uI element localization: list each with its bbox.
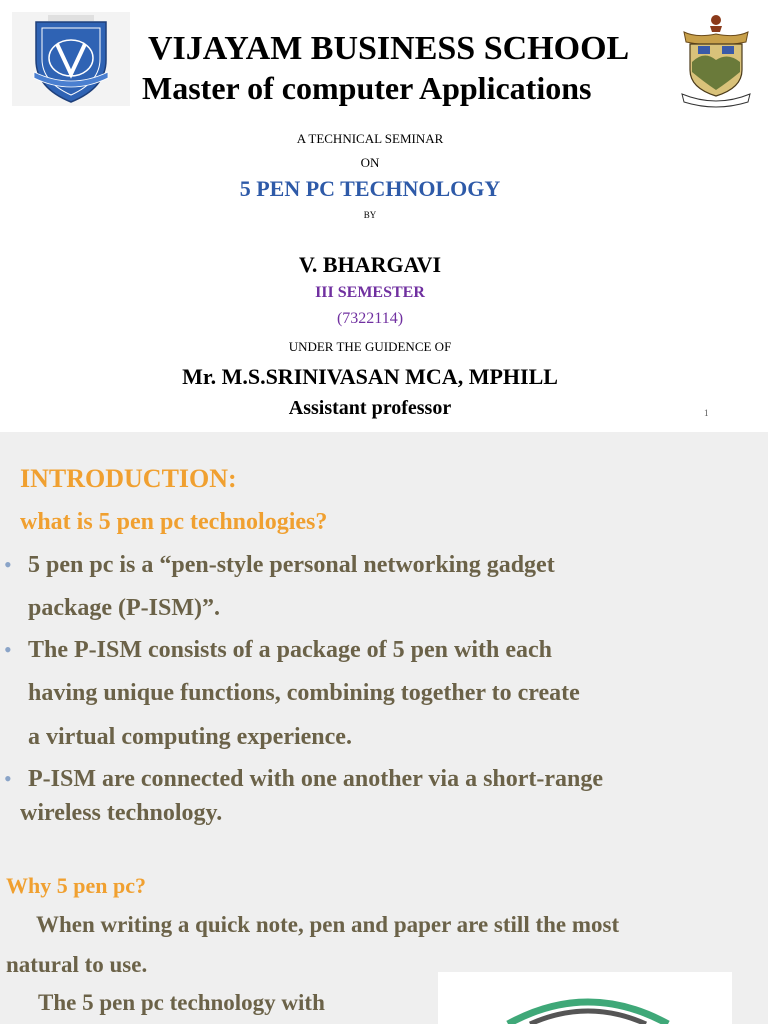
intro-heading: INTRODUCTION: — [20, 464, 237, 493]
guide-designation: Assistant professor — [288, 397, 452, 419]
bullet-icon: • — [4, 766, 12, 791]
paragraph-line-1: When writing a quick note, pen and paper are still the most — [36, 912, 620, 937]
introduction-slide — [0, 432, 768, 1024]
on-label: ON — [360, 155, 380, 170]
shield-logo-icon — [12, 12, 130, 106]
registration-number: (7322114) — [336, 310, 404, 327]
paragraph-line-2: natural to use. — [6, 952, 148, 977]
seminar-topic: 5 PEN PC TECHNOLOGY — [239, 176, 501, 201]
pen-pc-device-icon — [438, 972, 732, 1024]
bullet-icon: • — [4, 637, 12, 662]
pen-pc-image — [438, 972, 732, 1024]
why-heading: Why 5 pen pc? — [6, 873, 146, 898]
seminar-label: A TECHNICAL SEMINAR — [296, 131, 444, 146]
slide-number: 1 — [704, 408, 709, 418]
bullet-3-line-1: P-ISM are connected with one another via a short-range — [28, 766, 604, 792]
university-emblem — [676, 12, 756, 108]
emblem-icon — [676, 12, 756, 108]
guide-name: Mr. M.S.SRINIVASAN MCA, MPHILL — [182, 364, 558, 389]
by-label: BY — [363, 210, 377, 220]
bullet-2-line-2: having unique functions, combining together to create — [28, 680, 580, 706]
bullet-icon: • — [4, 552, 12, 577]
paragraph-line-3: The 5 pen pc technology with — [38, 990, 325, 1015]
semester-label: III SEMESTER — [315, 284, 425, 301]
school-name: VIJAYAM BUSINESS SCHOOL — [148, 30, 630, 67]
guidance-label: UNDER THE GUIDENCE OF — [288, 339, 452, 354]
bullet-1-line-2: package (P-ISM)”. — [28, 595, 220, 621]
bullet-3-line-2: wireless technology. — [20, 800, 223, 826]
bullet-2-line-1: The P-ISM consists of a package of 5 pen with each — [28, 637, 553, 663]
school-logo — [12, 12, 130, 106]
intro-question: what is 5 pen pc technologies? — [20, 509, 328, 535]
program-name: Master of computer Applications — [142, 70, 592, 106]
bullet-1-line-1: 5 pen pc is a “pen-style personal networking gadget — [28, 552, 555, 578]
title-slide — [0, 0, 768, 432]
bullet-2-line-3: a virtual computing experience. — [28, 724, 352, 750]
student-name: V. BHARGAVI — [298, 252, 442, 277]
